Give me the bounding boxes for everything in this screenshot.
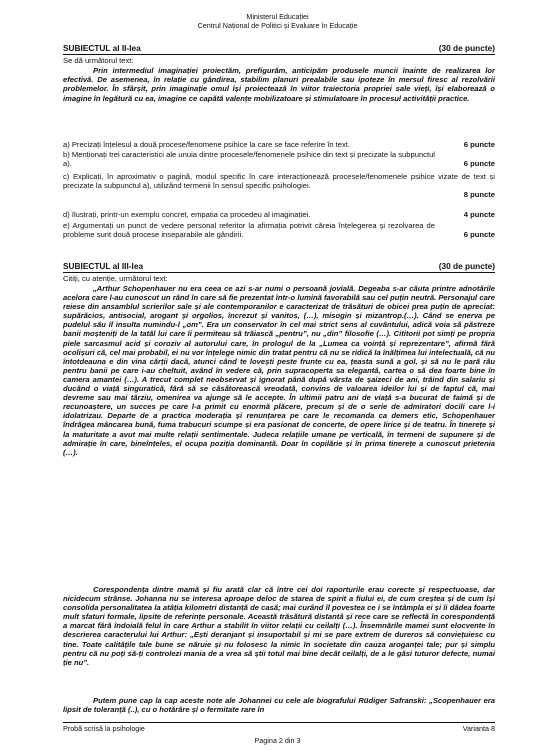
question-b [63,150,495,168]
subject3-paragraph-1: „Arthur Schopenhauer nu era ceea ce azi s-ar numi o persoană jovială. Degeaba s-ar căuta printre adnotările acelora care l-au cunoscut un rând în care să fie prezentat într-o lumină favorabilă sau cel puțin neutră. Personajul care reiese din ansamblul scrierilor sale și ale contemporanilor e caracterizat de trăsături de obicei prea puțin de apreciat: supărăcios, antisocial, arogant și orgolios, încrezut și vanitos, (…), misogin și mizantrop.(…). Când se enerva pe pudelul său îl insulta numindu-l „om”. Era un conservator în cel mai strict sens al cuvântului, adică voia să păstreze banii moșteniți de la tatăl lui care îi permiteau să trăiască „pentru”, nu „din” filosofie (…). Cititorii pot simți pe propria piele sarcasmul acid și coroziv al autorului care, în prologul de la „Lumea ca voință și reprezentare”, afirmă fără ocolișuri că, cel mai probabil, ei nu vor înțelege nimic din tratat pentru că nu se ridică la înălțimea lui intelectuală, că nu întotdeauna e din vina cărții dacă, atunci când te lovești peste frunte cu ea, țeasta sună a gol, și să nu le pară rău pentru banii pe care i-au cheltuit, având în vedere că, prin supracoperta sa elegantă, cartea o să dea foarte bine în camera amantei (…). A trecut complet neobservat și ignorat până după vârsta de șaizeci de ani, trăind din salariu și ducând o viață singuratică, fără să se căsătorească vreodată, convins de valoarea ideilor lui și de faptul că, mai devreme sau mai târziu, omenirea va ajunge să le accepte. În ultimii patru ani de viață s-a bucurat de faimă și de recunoaștere, un succes pe care l-a primit cu enormă plăcere, precum și de o serie de admiratori docili care l-i idolatrizau. Departe de a practica moderația și renunțarea pe care le recomanda ca demers etic, Schopenhauer îndrăgea mâncarea bună, fuma trabucuri scumpe și era pasionat de concerte, de opere lirice și de teatru. În tinerețe și la maturitate a avut mai multe relații sentimentale. Judeca relațiile umane pe verticală, în termeni de supunere și de admirație în care, bineînțeles, el ocupa poziția dominantă. Doar în copilărie și în prima tinerețe a cunoscut prietenia (…). [63,284,495,457]
question-c [63,172,495,200]
subject2-passage: Prin intermediul imaginației proiectăm, prefigurăm, anticipăm produsele muncii înainte de realizarea lor efectivă. De asemenea, în relație cu gândirea, stabilim planuri prealabile sau ipoteze în mersul firesc al rezolvării problemelor. În sfârșit, prin imaginație omul își proiectează în viitor traiectoria propriei sale vieți, își elaborează o imagine în legătură cu ea, imagine ce capătă valențe mobilizatoare și stimulatoare în procesul activității practice. [63,66,495,103]
subject2-title: SUBIECTUL al II-lea [63,43,141,53]
question-e [63,221,495,239]
subject3-points: (30 de puncte) [438,261,495,271]
question-a-points: 6 puncte [460,140,495,149]
subject3-rule [63,272,495,273]
center-header: Centrul Național de Politici și Evaluare în Educație [197,21,358,30]
question-a-text: a) Precizați înțelesul a două procese/fenomene psihice la care se face referire în text. [63,140,351,149]
subject3-intro: Citiți, cu atenție, următorul text: [63,274,168,283]
footer-subject: Probă scrisă la psihologie [63,724,145,733]
question-a [63,140,495,149]
footer-rule [63,722,495,723]
question-b-points: 6 puncte [460,159,495,168]
question-e-points: 6 puncte [460,230,495,239]
question-b-text: b) Menționați trei caracteristici ale unuia dintre procesele/fenomenele psihice din text și precizate la subpunctul a). [63,150,435,169]
subject3-paragraph-2: Corespondența dintre mamă și fiu arată clar că între cei doi raporturile erau corecte și respectuoase, dar nicidecum strânse. Johanna nu se interesa aproape deloc de starea de spirit a fiului ei, de cum creștea și de cum își consolida personalitatea la atâția kilometri distanță de casă; mai curând îl povestea ce i se întâmpla ei și îi dădea foarte mult sfaturi formale, lipsite de referințe personale. Această trăsătură distantă și rece care se reflectă în corespondență a marcat fără îndoială felul în care Arthur a stabilit în viitor relații cu ceilalți (…). Însemnările mamei sunt elocvente în descrierea caracterului lui Arthur: „Ești deranjant și insuportabil și mi se pare extrem de dureros să conviețuiesc cu tine. Toate calitățile tale bune se năruie și nu folosesc la nimic în societate din cauza aroganței tale; pur și simplu pentru că nu poți să-ți controlezi mania de a vrea să știi totul mai bine decât ceilalți, de a le găsi tuturor defecte, numai ție nu”. [63,585,495,667]
subject3-heading [63,261,495,271]
subject3-title: SUBIECTUL al III-lea [63,261,144,271]
ministry-header: Ministerul Educației [246,12,309,21]
footer-page-number: Pagina 2 din 3 [254,736,301,745]
subject3-paragraph-3: Putem pune cap la cap aceste note ale Johannei cu cele ale biografului Rüdiger Safranski: „Scopenhauer era lipsit de toleranță (..), cu o hotărâre și o fermitate rare în [63,696,495,715]
question-d-text: d) Ilustrați, printr-un exemplu concret, empatia ca procedeu al imaginației. [63,210,311,219]
question-c-text: c) Explicați, în aproximativ o pagină, modul specific în care interacționează procesele/fenomenele psihice vizate de text și precizate la subpunctul a), utilizând termenii în sensul specific psihologiei. [63,172,495,191]
subject2-intro: Se dă următorul text: [63,56,134,65]
question-d [63,210,495,219]
question-c-points: 8 puncte [460,190,495,199]
subject2-heading [63,43,495,53]
footer-variant: Varianta 8 [462,724,495,733]
question-d-points: 4 puncte [460,210,495,219]
subject2-points: (30 de puncte) [438,43,495,53]
subject2-rule [63,54,495,55]
question-e-text: e) Argumentați un punct de vedere personal referitor la afirmația potrivit căreia înțelegerea și rezolvarea de probleme sunt două procese inseparabile ale gândirii. [63,221,435,240]
